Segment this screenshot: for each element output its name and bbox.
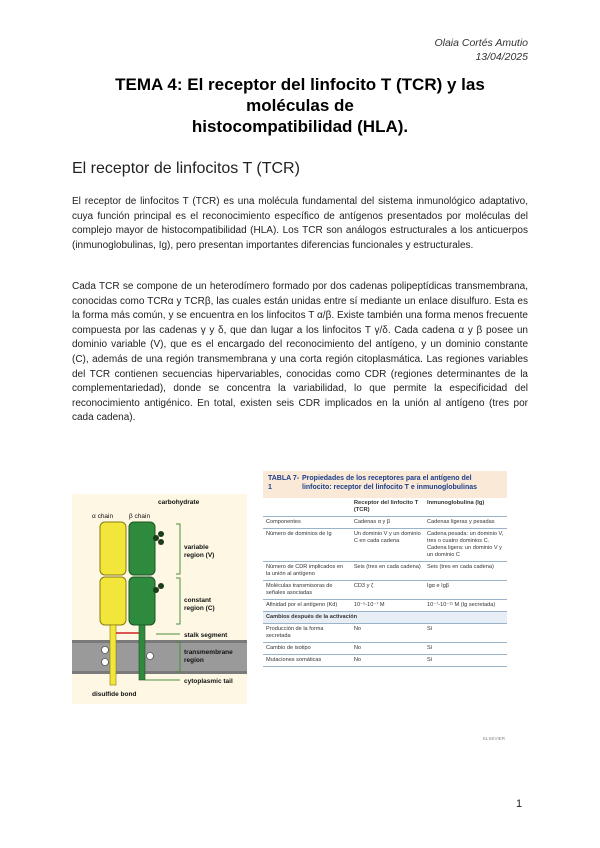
transmembrane-label-2: region — [184, 657, 204, 664]
table-cell: No — [351, 643, 424, 655]
stalk-label: stalk segment — [184, 632, 228, 639]
table-row — [263, 581, 507, 600]
constant-label: constant — [184, 597, 212, 604]
carbohydrate-label: carbohydrate — [158, 499, 200, 506]
author-name: Olaia Cortés Amutio — [434, 37, 528, 49]
table-row — [263, 643, 507, 655]
section-heading: El receptor de linfocitos T (TCR) — [72, 160, 300, 177]
paragraph-intro: El receptor de linfocitos T (TCR) es una molécula fundamental del sistema inmunológico adaptativo, cuya función principal es el reconocimiento específico de antígenos presentados por moléculas del complejo mayor de histocompatibilidad (HLA). Los TCR son análogos estructurales a los anticuerpos (inmunoglobulinas, Ig), pero presentan importantes diferencias funcionales y estructurales. — [72, 196, 528, 251]
document-date: 13/04/2025 — [475, 51, 528, 63]
variable-label: variable — [184, 544, 209, 551]
table-row — [263, 529, 507, 562]
table-row — [263, 600, 507, 612]
table-cell: Cadena pesada: un dominio V, tres o cuatro dominios C. Cadena ligera: un dominio V y un dominio C — [424, 529, 507, 562]
table-row — [263, 517, 507, 529]
table-cell: Mutaciones somáticas — [263, 655, 351, 667]
paragraph-structure: Cada TCR se compone de un heterodímero formado por dos cadenas polipeptídicas transmembrana, conocidas como TCRα y TCRβ, las cuales están unidas entre sí mediante un enlace disulfuro. Esta es la forma más común, y se encuentra en los linfocitos T α/β. Existe también una forma menos frecuente compuesta por las cadenas γ y δ, que dan lugar a los linfocitos T γ/δ. Cada cadena α y β posee un dominio variable (V), que es el encargado del reconocimiento del antígeno, y un dominio constante (C), además de una región transmembrana y una corta región citoplasmática. Las regiones variables del TCR contienen secuencias hipervariables, conocidas como CDR (regiones determinantes de la complementariedad), donde se concentra la variabilidad, lo que permite la especificidad del reconocimiento antigénico. En total, existen seis CDR implicados en la unión al antígeno (tres por cada cadena). — [72, 281, 528, 424]
beta-chain-label: β chain — [129, 513, 151, 520]
table-row — [263, 562, 507, 581]
table-cell: Un dominio V y un dominio C en cada cadena — [351, 529, 424, 562]
table-cell: Cambio de isotipo — [263, 643, 351, 655]
variable-label-2: region (V) — [184, 552, 215, 559]
table-credit: ELSEVIER — [483, 736, 506, 741]
table-row — [263, 655, 507, 667]
table-cell: Producción de la forma secretada — [263, 624, 351, 643]
table-header: Inmunoglobulina (Ig) — [424, 498, 507, 517]
table-cell: Seis (tres en cada cadena) — [424, 562, 507, 581]
author-block — [434, 36, 528, 64]
table-header-row — [263, 498, 507, 517]
table-cell: Seis (tres en cada cadena) — [351, 562, 424, 581]
table-cell: 10⁻⁷-10⁻¹¹ M (Ig secretada) — [424, 600, 507, 612]
page-title — [80, 74, 520, 137]
properties-table-figure — [263, 471, 507, 735]
table-section-row — [263, 612, 507, 624]
constant-label-2: region (C) — [184, 605, 215, 612]
table-header: Receptor del linfocito T (TCR) — [351, 498, 424, 517]
table-cell: Moléculas transmisoras de señales asociadas — [263, 581, 351, 600]
title-line-1: TEMA 4: El receptor del linfocito T (TCR) y las — [115, 75, 485, 94]
table-row — [263, 624, 507, 643]
table-cell: Número de CDR implicados en la unión al antígeno — [263, 562, 351, 581]
table-cell: Cadenas ligeras y pesadas — [424, 517, 507, 529]
table-cell: No — [351, 655, 424, 667]
alpha-chain-label: α chain — [92, 513, 114, 520]
properties-table — [263, 498, 507, 667]
table-caption — [263, 471, 507, 498]
table-cell: 10⁻⁵-10⁻⁷ M — [351, 600, 424, 612]
table-cell: Sí — [424, 655, 507, 667]
table-caption-text: Propiedades de los receptores para el antígeno del linfocito: receptor del linfocito T e inmunoglobulinas — [302, 475, 477, 491]
table-cell: CD3 y ζ — [351, 581, 424, 600]
table-cell: Sí — [424, 624, 507, 643]
title-line-3: histocompatibilidad (HLA). — [191, 117, 409, 136]
table-cell: Número de dominios de Ig — [263, 529, 351, 562]
table-cell: Sí — [424, 643, 507, 655]
table-section-title: Cambios después de la activación — [263, 612, 507, 624]
title-line-2: moléculas de — [246, 96, 354, 115]
table-cell: Igα e Igβ — [424, 581, 507, 600]
table-cell: Afinidad por el antígeno (Kd) — [263, 600, 351, 612]
transmembrane-label: transmembrane — [184, 649, 233, 656]
disulfide-label: disulfide bond — [92, 691, 137, 698]
table-cell: No — [351, 624, 424, 643]
table-number: TABLA 7-1 — [268, 475, 300, 491]
table-cell: Componentes — [263, 517, 351, 529]
cytoplasmic-label: cytoplasmic tail — [184, 678, 233, 685]
table-cell: Cadenas α y β — [351, 517, 424, 529]
table-header — [263, 498, 351, 517]
tcr-structure-figure — [72, 494, 247, 704]
cell-membrane — [72, 642, 247, 672]
page-number: 1 — [516, 798, 523, 810]
